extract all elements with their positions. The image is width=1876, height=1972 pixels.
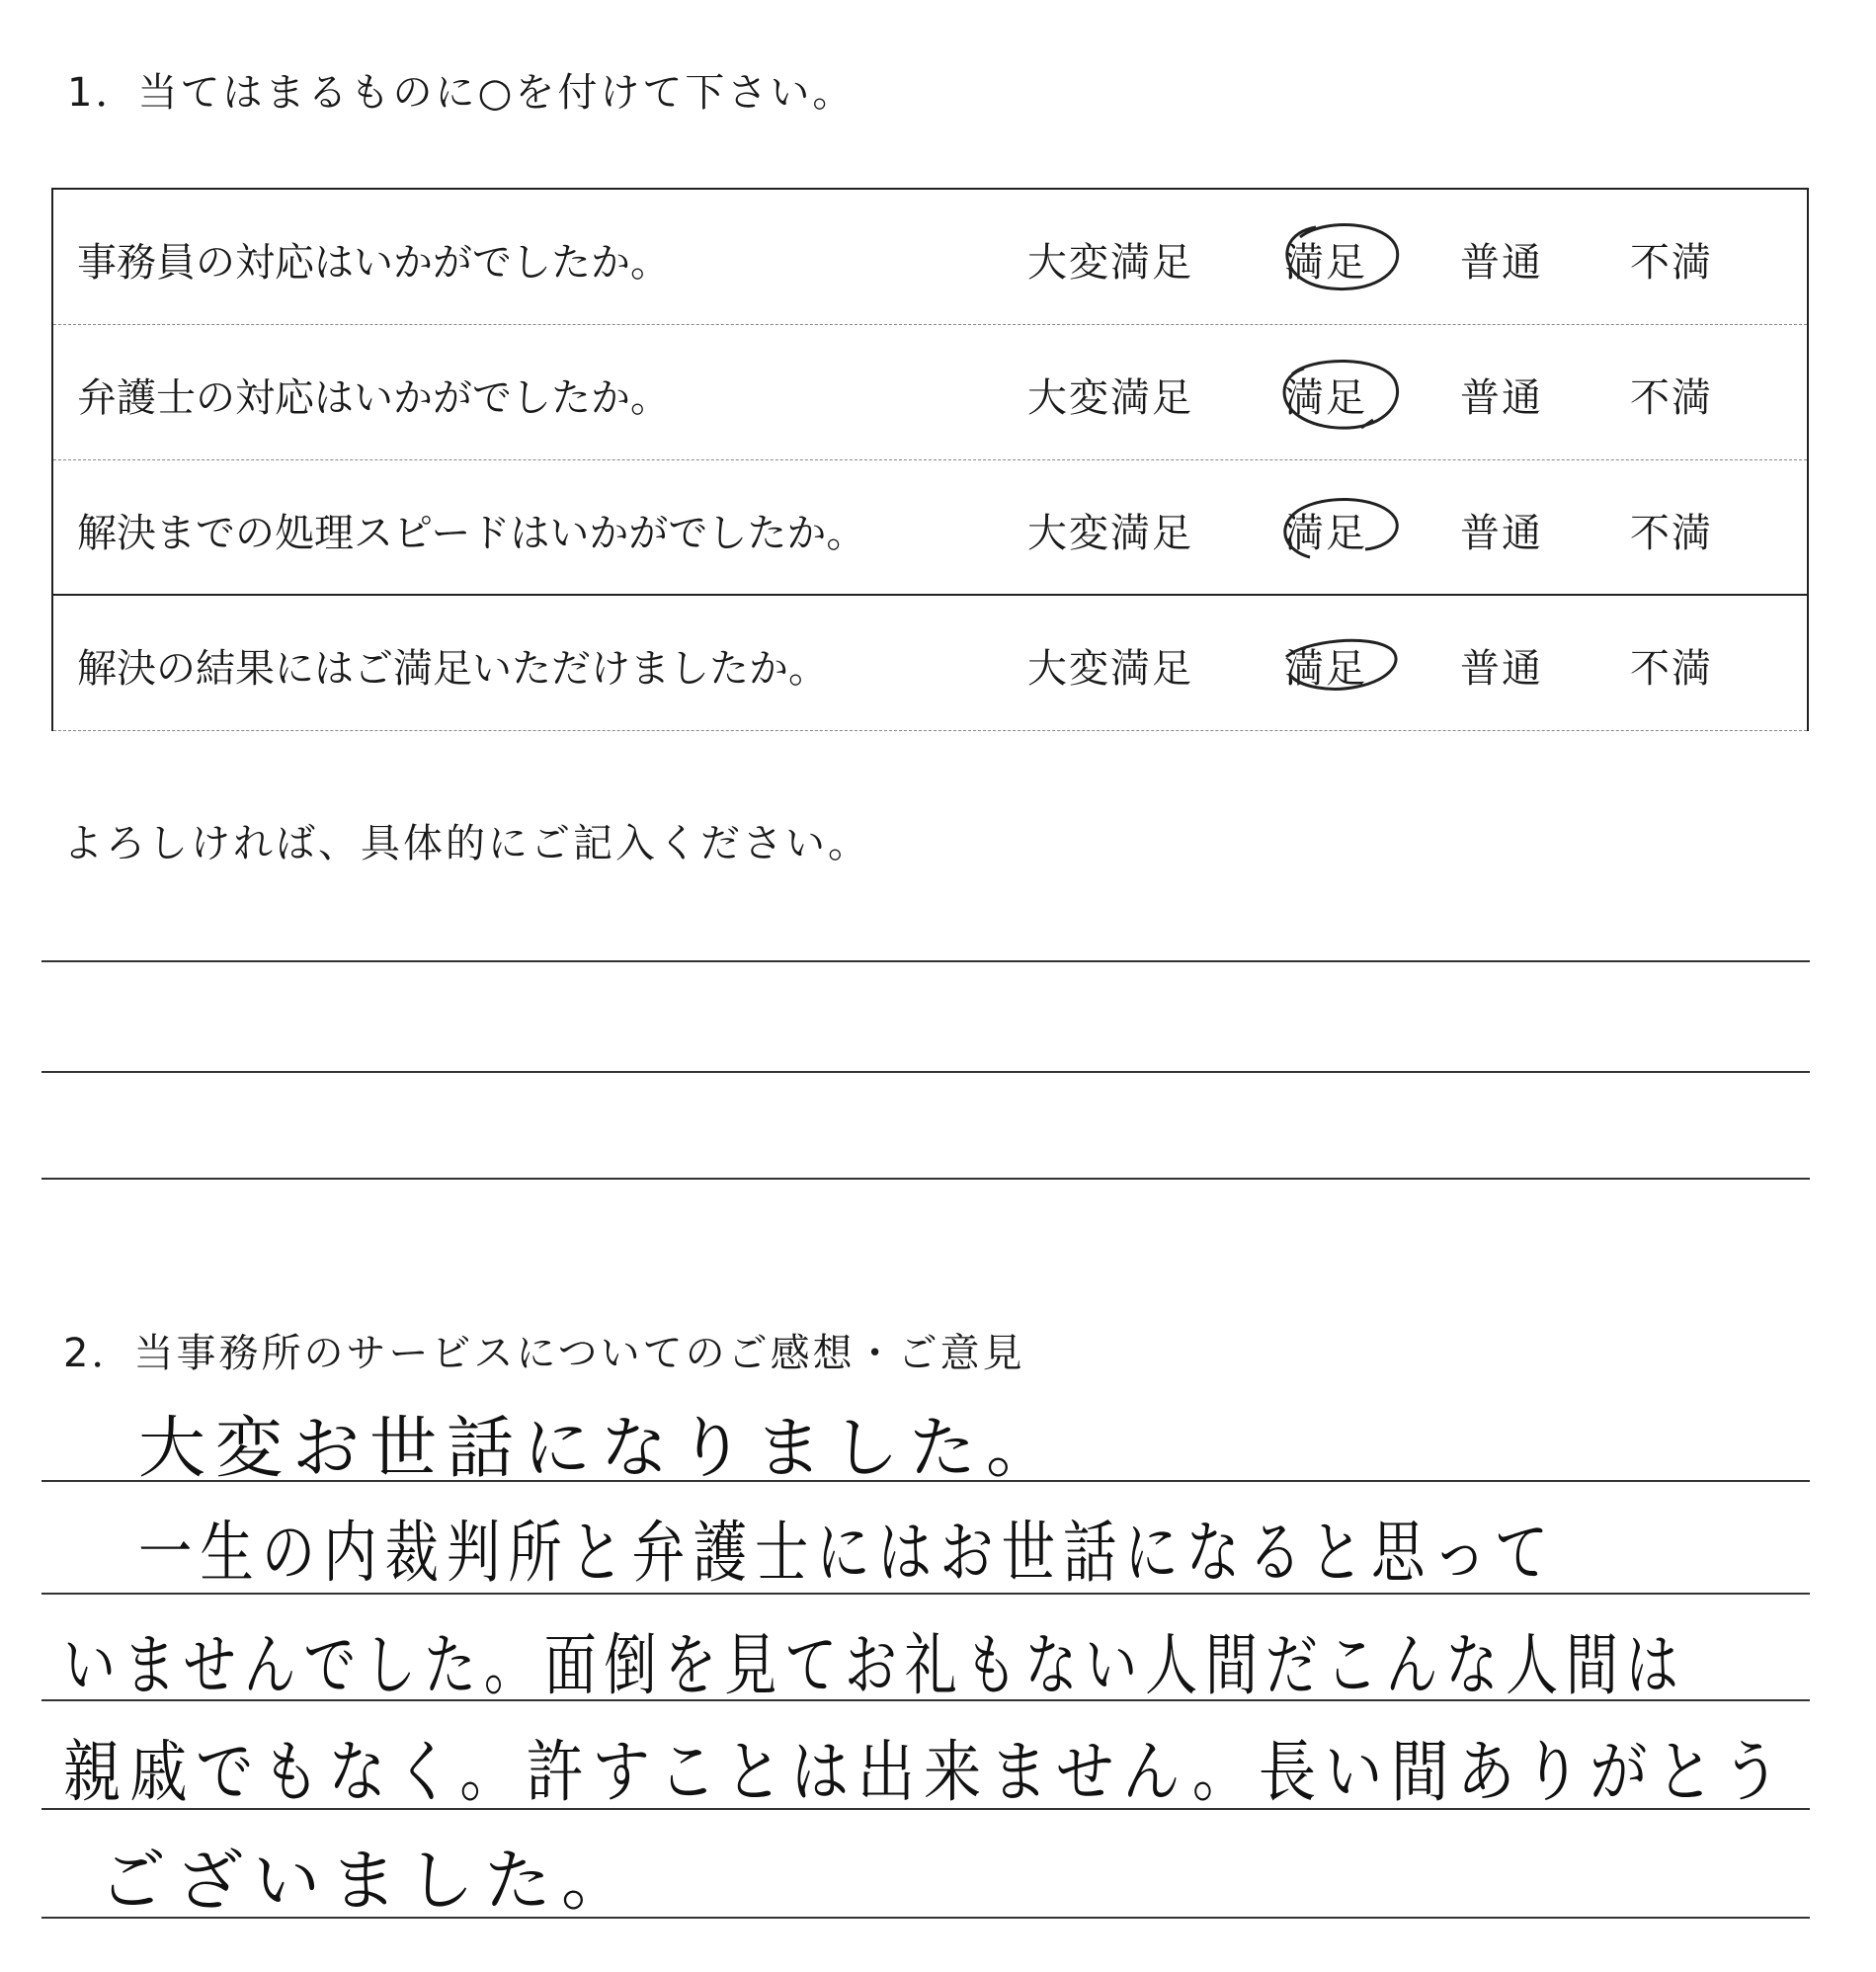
comment-line-3[interactable] <box>41 1178 1810 1180</box>
handwritten-line-5: ございました。 <box>99 1843 639 1921</box>
option-neutral[interactable]: 普通 <box>1460 375 1543 421</box>
option-satisfied[interactable]: 満足 <box>1284 240 1367 286</box>
question-text: 弁護士の対応はいかがでしたか。 <box>77 375 670 421</box>
handwritten-line-3: いませんでした。面倒を見てお礼もない人間だこんな人間は <box>63 1627 1686 1705</box>
handwritten-line-1: 大変お世話になりました。 <box>138 1410 1064 1488</box>
row-divider <box>53 730 1807 731</box>
option-dissatisfied[interactable]: 不満 <box>1630 646 1713 692</box>
option-neutral[interactable]: 普通 <box>1460 646 1543 692</box>
option-very-satisfied[interactable]: 大変満足 <box>1027 375 1193 421</box>
section2-heading: 2．当事務所のサービスについてのご感想・ご意見 <box>63 1331 1025 1376</box>
question-text: 事務員の対応はいかがでしたか。 <box>77 240 670 286</box>
question-row-1 <box>53 190 1807 325</box>
option-satisfied[interactable]: 満足 <box>1284 646 1367 692</box>
option-very-satisfied[interactable]: 大変満足 <box>1027 511 1193 556</box>
option-dissatisfied[interactable]: 不満 <box>1630 511 1713 556</box>
satisfaction-table <box>51 188 1809 731</box>
option-dissatisfied[interactable]: 不満 <box>1630 375 1713 421</box>
comment-prompt: よろしければ、具体的にご記入ください。 <box>63 821 870 866</box>
option-satisfied[interactable]: 満足 <box>1284 511 1367 556</box>
comment-line-1[interactable] <box>41 960 1810 962</box>
question-row-3 <box>53 460 1807 596</box>
handwritten-line-2: 一生の内裁判所と弁護士にはお世話になると思って <box>138 1515 1557 1593</box>
option-neutral[interactable]: 普通 <box>1460 511 1543 556</box>
question-text: 解決の結果にはご満足いただけましたか。 <box>77 646 828 692</box>
question-text: 解決までの処理スピードはいかがでしたか。 <box>77 511 866 556</box>
option-very-satisfied[interactable]: 大変満足 <box>1027 240 1193 286</box>
option-dissatisfied[interactable]: 不満 <box>1630 240 1713 286</box>
handwritten-line-4: 親戚でもなく。許すことは出来ません。長い間ありがとう <box>63 1734 1789 1812</box>
section1-heading: 1．当てはまるものに○を付けて下さい。 <box>67 70 856 116</box>
answer-line-3 <box>41 1699 1810 1701</box>
comment-line-2[interactable] <box>41 1071 1810 1073</box>
question-row-2 <box>53 325 1807 460</box>
option-very-satisfied[interactable]: 大変満足 <box>1027 646 1193 692</box>
answer-line-5 <box>41 1917 1810 1919</box>
question-row-4 <box>53 596 1807 731</box>
option-neutral[interactable]: 普通 <box>1460 240 1543 286</box>
answer-line-1 <box>41 1480 1810 1482</box>
answer-line-4 <box>41 1808 1810 1810</box>
answer-line-2 <box>41 1593 1810 1595</box>
option-satisfied[interactable]: 満足 <box>1284 375 1367 421</box>
